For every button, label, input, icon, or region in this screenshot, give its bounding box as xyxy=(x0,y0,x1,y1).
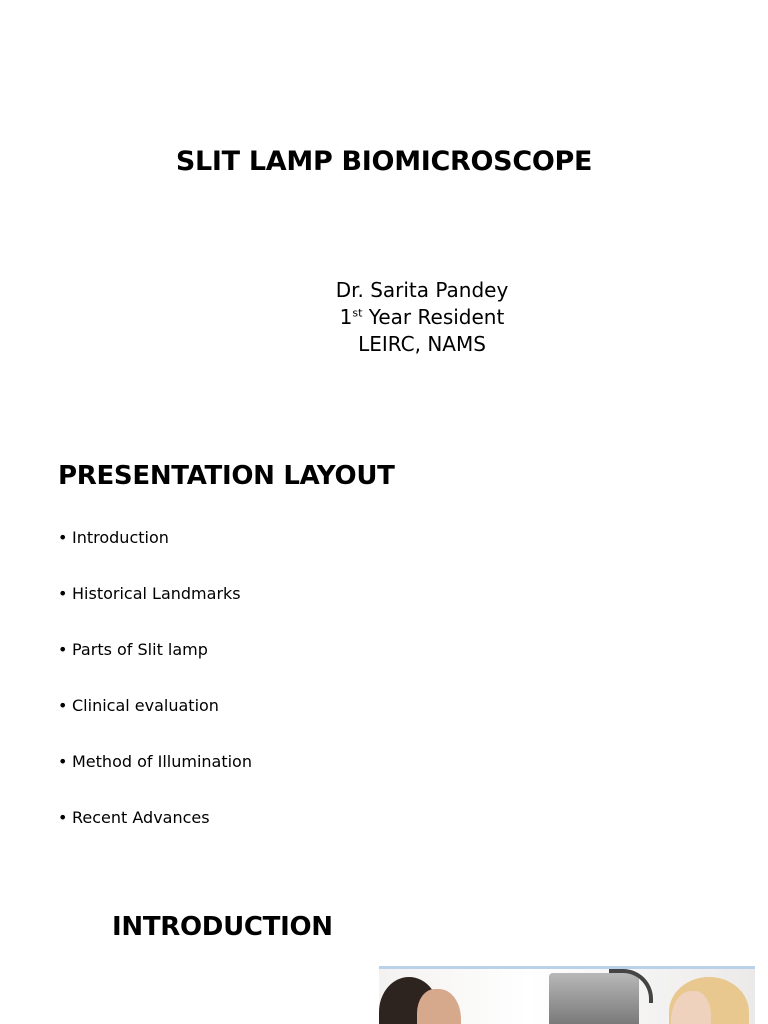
author-block xyxy=(300,277,544,358)
author-name: Dr. Sarita Pandey xyxy=(335,278,509,302)
examiner-face xyxy=(417,989,461,1024)
list-item xyxy=(58,583,252,639)
slit-lamp-arm xyxy=(609,969,653,1003)
role-text: Year Resident xyxy=(362,305,505,329)
layout-heading: PRESENTATION LAYOUT xyxy=(58,461,395,491)
list-item xyxy=(58,695,252,751)
list-item xyxy=(58,807,252,863)
list-item-label: Clinical evaluation xyxy=(72,696,219,715)
author-role xyxy=(300,304,544,331)
list-item-label: Parts of Slit lamp xyxy=(72,640,208,659)
bullet-icon: • xyxy=(58,752,68,771)
list-item-label: Introduction xyxy=(72,528,169,547)
list-item-label: Historical Landmarks xyxy=(72,584,241,603)
bullet-icon: • xyxy=(58,640,68,659)
list-item xyxy=(58,527,252,583)
list-item xyxy=(58,639,252,695)
bullet-icon: • xyxy=(58,696,68,715)
role-suffix: st xyxy=(352,306,363,320)
role-number: 1 xyxy=(339,305,353,329)
layout-bullet-list xyxy=(58,527,252,863)
bullet-icon: • xyxy=(58,528,68,547)
slide-title: SLIT LAMP BIOMICROSCOPE xyxy=(175,146,593,177)
bullet-icon: • xyxy=(58,808,68,827)
list-item xyxy=(58,751,252,807)
author-institution: LEIRC, NAMS xyxy=(358,332,486,356)
slit-lamp-exam-photo xyxy=(379,966,755,1024)
list-item-label: Method of Illumination xyxy=(72,752,252,771)
intro-heading: INTRODUCTION xyxy=(112,912,333,942)
list-item-label: Recent Advances xyxy=(72,808,210,827)
bullet-icon: • xyxy=(58,584,68,603)
